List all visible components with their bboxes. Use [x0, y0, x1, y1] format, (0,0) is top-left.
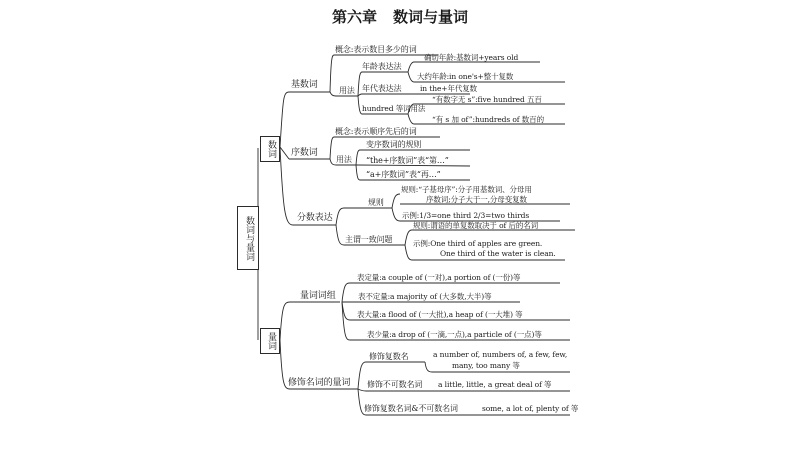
- modifier-uncountable: 修饰不可数名词: [367, 380, 423, 389]
- modifier-both-example: some, a lot of, plenty of 等: [482, 404, 579, 413]
- connector-hundred-nos: [408, 104, 565, 114]
- connector-numeral-cardinal: [280, 92, 289, 147]
- cardinal-label: 基数词: [291, 80, 318, 90]
- modifiers-label: 修饰名词的量词: [288, 378, 351, 388]
- ordinal-rule1: 变序数词的规则: [366, 140, 422, 149]
- connector-ordinal-rule2: [356, 165, 470, 166]
- hundred-s-of: “有 s 加 of”:hundreds of 数百的: [432, 115, 544, 124]
- fraction-label: 分数表达: [297, 213, 333, 223]
- ordinal-rule2: “the+序数词”表“第…”: [366, 156, 449, 165]
- cardinal-concept: 概念:表示数目多少的词: [335, 45, 417, 54]
- modifier-plural-example-2: many, too many 等: [452, 361, 520, 370]
- connector-numeral-ordinal: [280, 147, 289, 159]
- numeral-node: [260, 136, 280, 162]
- connector-rules-text: [392, 194, 400, 208]
- modifier-both: 修饰复数名词&不可数名词: [364, 404, 458, 413]
- agreement-example-2: One third of the water is clean.: [440, 249, 556, 258]
- connector-mod-uncount: [358, 389, 570, 391]
- ordinal-usage: 用法: [336, 155, 352, 164]
- cardinal-usage: 用法: [339, 86, 355, 95]
- quantifier-label: 量词: [266, 332, 276, 350]
- connector-age-exact: [408, 62, 540, 72]
- hundred-usage: hundred 等词用法: [362, 104, 426, 113]
- fraction-rule-text-1: 规则:“子基母序”:分子用基数词、分母用: [401, 185, 532, 194]
- phrase-indefinite: 表不定量:a majority of (大多数,大半)等: [358, 292, 492, 301]
- chapter-label: 第六章: [331, 8, 377, 26]
- chapter-topic: 数词与量词: [393, 8, 469, 26]
- decade-method: 年代表达法: [362, 84, 402, 93]
- ordinal-concept: 概念:表示顺序先后的词: [335, 127, 417, 136]
- modifier-plural-example-1: a number of, numbers of, a few, few,: [433, 350, 568, 359]
- exact-age: 确切年龄:基数词+years old: [424, 53, 519, 62]
- root-node: [237, 206, 259, 270]
- fraction-agreement: 主谓一致问题: [345, 235, 393, 244]
- phrase-large: 表大量:a flood of (一大批),a heap of (一大堆) 等: [357, 310, 523, 319]
- age-method: 年龄表达法: [362, 62, 402, 71]
- phrases-label: 量词词组: [300, 291, 336, 301]
- agreement-example-1: 示例:One third of apples are green.: [413, 239, 543, 248]
- page-title: [0, 6, 800, 27]
- modifier-plural: 修饰复数名: [369, 352, 409, 361]
- connector-fraction-rules: [336, 208, 392, 225]
- fraction-rule-text-2: 序数词;分子大于一,分母变复数: [426, 195, 527, 204]
- fraction-rules: 规则: [368, 198, 384, 207]
- connector-quant-phrases: [280, 302, 340, 340]
- ordinal-label: 序数词: [291, 148, 318, 158]
- ordinal-rule3: “a+序数词”表“再…”: [366, 170, 441, 179]
- hundred-no-s: “有数字无 s”:five hundred 五百: [432, 95, 542, 104]
- agreement-rule: 规则:谓语的单复数取决于 of 后的名词: [413, 221, 539, 230]
- phrase-fixed: 表定量:a couple of (一对),a portion of (一份)等: [357, 273, 521, 282]
- decade-rule: in the+年代复数: [420, 84, 478, 93]
- approx-age: 大约年龄:in one's+整十复数: [417, 72, 514, 81]
- root-label: 数词与量词: [244, 215, 254, 261]
- fraction-example: 示例:1/3=one third 2/3=two thirds: [402, 211, 530, 220]
- quantifier-node: [260, 328, 280, 354]
- modifier-uncountable-example: a little, little, a great deal of 等: [438, 380, 552, 389]
- numeral-label: 数词: [266, 140, 276, 158]
- phrase-small: 表少量:a drop of (一滴,一点),a particle of (一点)等: [367, 330, 542, 339]
